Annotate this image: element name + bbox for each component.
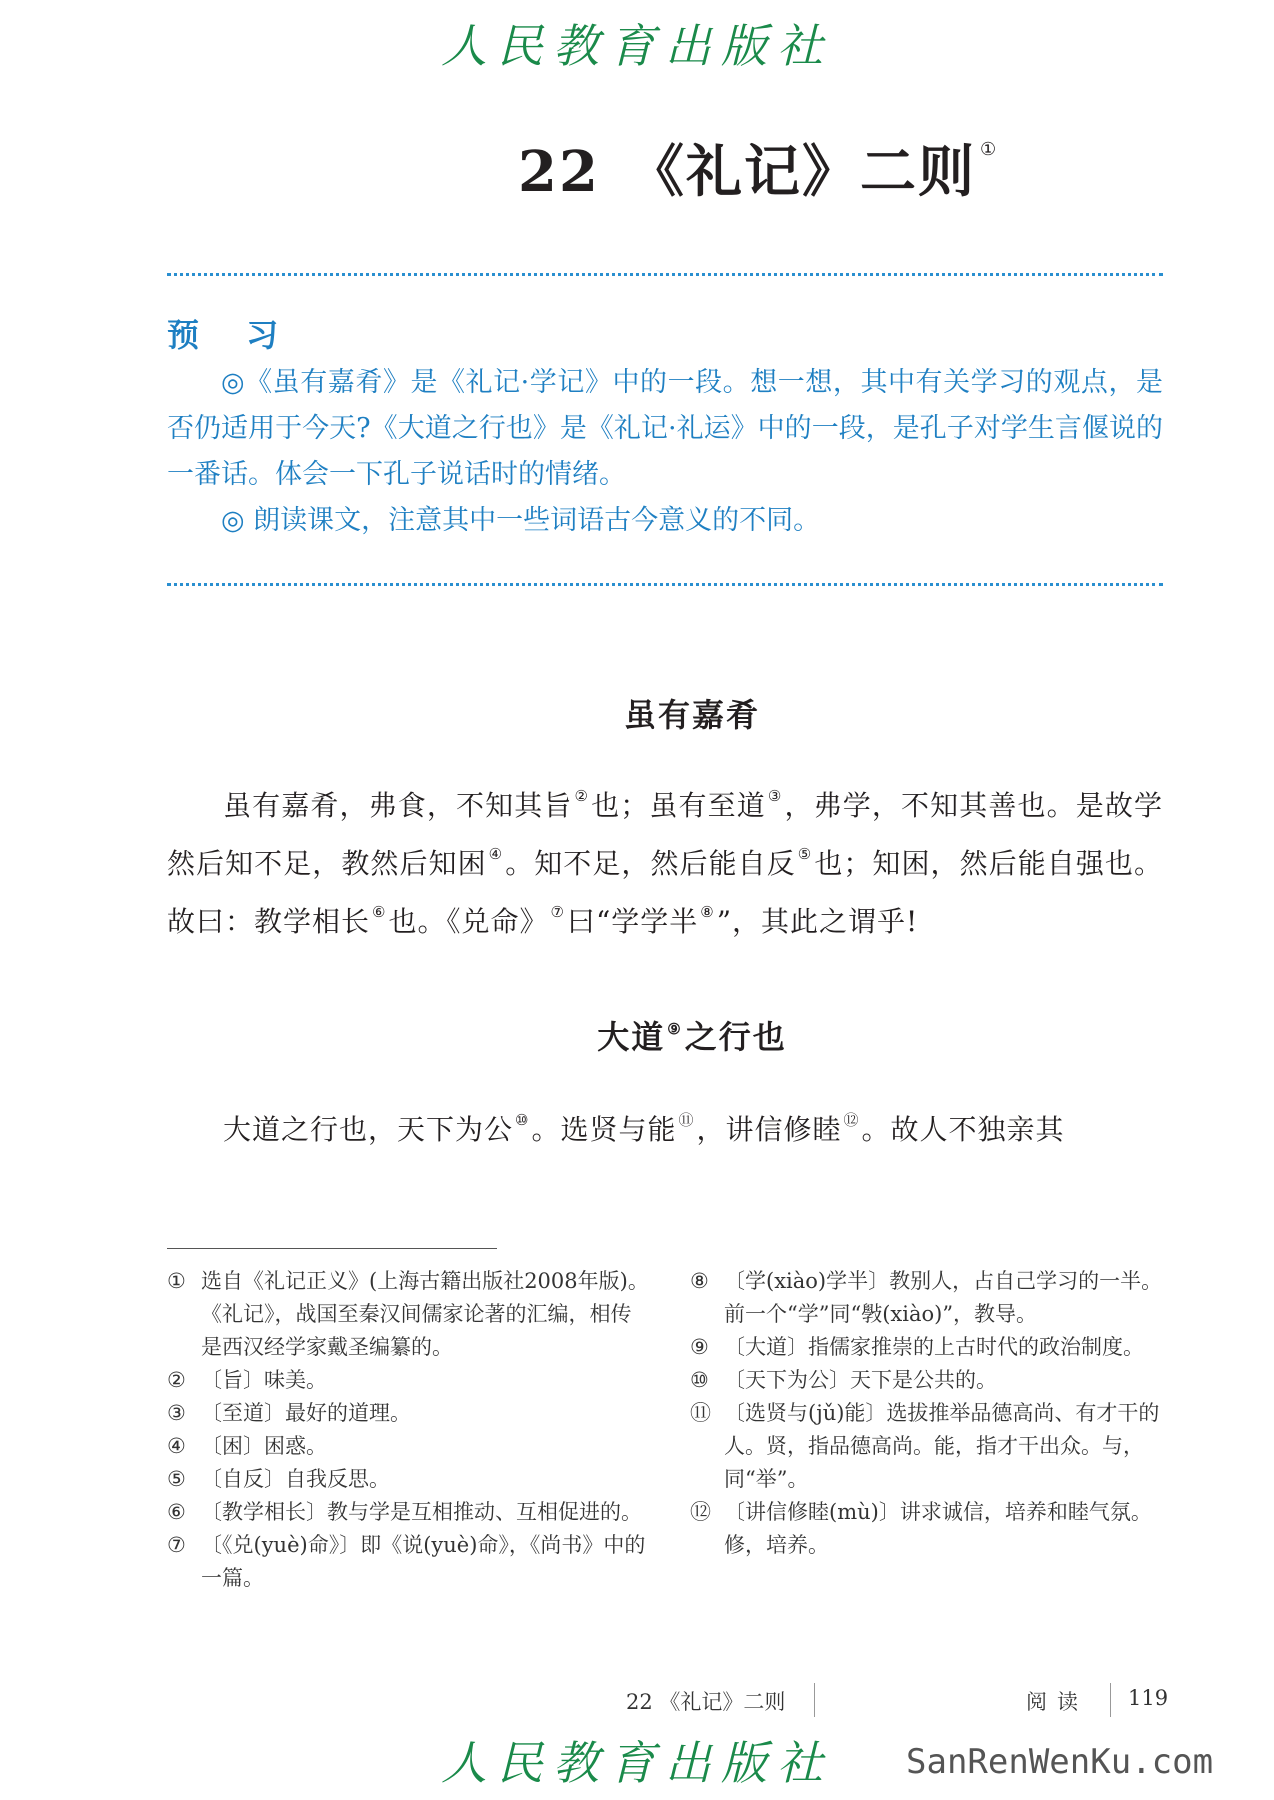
footnote-text: 〔自反〕自我反思。 [201, 1467, 390, 1491]
preview-text [167, 360, 1163, 544]
lesson-title [518, 128, 998, 208]
footer-section-label: 阅读 [1026, 1690, 1088, 1714]
footnote-text: 〔《兑(yuè)命》〕即《说(yuè)命》，《尚书》中的一篇。 [201, 1533, 646, 1590]
text-segment: 也；虽有至道 [591, 789, 766, 822]
section-1-body [167, 772, 1163, 946]
publisher-logo: 人民教育出版社 [441, 19, 833, 73]
section-2-title-main: 大道 [597, 1018, 666, 1056]
text-segment: 曰“学学半 [566, 905, 699, 938]
footnote [167, 1463, 649, 1496]
text-segment: 大道之行也，天下为公 [223, 1113, 514, 1146]
lesson-title-note-mark: ① [979, 139, 999, 160]
footnote-text: 〔大道〕指儒家推崇的上古时代的政治制度。 [724, 1335, 1144, 1359]
footnote-mark: ③ [167, 1401, 186, 1425]
section-title-1: 虽有嘉肴 [623, 696, 760, 734]
footnote [690, 1496, 1168, 1562]
footnote [690, 1331, 1168, 1364]
footnote [690, 1397, 1168, 1496]
note-ref: ⑪ [678, 1111, 695, 1129]
note-ref: ② [574, 787, 590, 805]
preview-paragraph-1: ◎《虽有嘉肴》是《礼记·学记》中的一段。想一想，其中有关学习的观点，是否仍适用于今天?《大道之行也》是《礼记·礼运》中的一段，是孔子对学生言偃说的一番话。体会一下孔子说话时的情绪。 [167, 367, 1163, 490]
text-segment: 也；知困，然后能自强也。故曰：教学相长 [167, 847, 1163, 938]
footnote-text: 选自《礼记正义》(上海古籍出版社2008年版)。《礼记》，战国至秦汉间儒家论著的汇编，相传是西汉经学家戴圣编纂的。 [201, 1269, 649, 1359]
footnotes-left [167, 1265, 649, 1595]
footnote-text: 〔至道〕最好的道理。 [201, 1401, 411, 1425]
footnote [167, 1265, 649, 1364]
footnote-text: 〔讲信修睦(mù)〕讲求诚信，培养和睦气氛。修，培养。 [724, 1500, 1152, 1557]
note-ref: ③ [767, 787, 783, 805]
note-ref: ⑦ [550, 903, 565, 921]
lesson-number: 22 [518, 139, 600, 205]
footnote-mark: ⑥ [167, 1500, 186, 1524]
footnote-mark: ⑪ [690, 1401, 711, 1425]
publisher-logo-bottom: 人民教育出版社 [441, 1736, 833, 1790]
text-segment: 。知不足，然后能自反 [505, 847, 796, 880]
preview-heading: 预 习 [167, 316, 297, 354]
note-ref: ⑩ [515, 1111, 530, 1129]
footnote [167, 1496, 649, 1529]
lesson-title-text: 《礼记》二则 [627, 139, 976, 205]
footnote-mark: ④ [167, 1434, 186, 1458]
preview-paragraph-2: ◎ 朗读课文，注意其中一些词语古今意义的不同。 [221, 505, 821, 536]
footnote-mark: ① [167, 1269, 186, 1293]
section-2-title-rest: 之行也 [684, 1018, 787, 1056]
note-ref: ④ [488, 845, 504, 863]
footnote-mark: ⑤ [167, 1467, 186, 1491]
footnote-mark: ⑧ [690, 1269, 709, 1293]
footnote [690, 1265, 1168, 1331]
preview-bottom-divider [167, 583, 1163, 586]
section-2-paragraph [167, 1096, 1163, 1154]
footnote-text: 〔旨〕味美。 [201, 1368, 327, 1392]
section-title-2 [0, 1012, 1274, 1058]
footnote-text: 〔天下为公〕天下是公共的。 [724, 1368, 997, 1392]
preview-top-divider [167, 273, 1163, 276]
footnote [167, 1529, 649, 1595]
footnote-mark: ⑫ [690, 1500, 711, 1524]
watermark: SanRenWenKu.com [906, 1742, 1214, 1782]
footnote [167, 1397, 649, 1430]
footer-divider [814, 1683, 815, 1717]
text-segment: 。故人不独亲其 [861, 1113, 1065, 1146]
footer-divider [1110, 1683, 1111, 1717]
section-2-body [167, 1096, 1163, 1154]
footnote-mark: ⑩ [690, 1368, 709, 1392]
page-number: 119 [1128, 1686, 1169, 1710]
section-1-paragraph [167, 772, 1163, 946]
footnote-text: 〔困〕困惑。 [201, 1434, 327, 1458]
note-ref: ⑥ [372, 903, 387, 921]
footnote [167, 1430, 649, 1463]
text-segment: ，讲信修睦 [696, 1113, 842, 1146]
footnote-text: 〔学(xiào)学半〕教别人，占自己学习的一半。前一个“学”同“斅(xiào)”，教导。 [724, 1269, 1163, 1326]
footnote-text: 〔选贤与(jǔ)能〕选拔推举品德高尚、有才干的人。贤，指品德高尚。能，指才干出众。与，同“举”。 [724, 1401, 1160, 1491]
footnote [690, 1364, 1168, 1397]
footer-lesson-label: 22 《礼记》二则 [626, 1690, 786, 1714]
note-ref: ⑫ [843, 1111, 860, 1129]
footnotes-right [690, 1265, 1168, 1562]
footnote-text: 〔教学相长〕教与学是互相推动、互相促进的。 [201, 1500, 642, 1524]
footnote-mark: ② [167, 1368, 186, 1392]
text-segment: 虽有嘉肴，弗食，不知其旨 [223, 789, 573, 822]
note-ref: ⑤ [797, 845, 813, 863]
text-segment: 。选贤与能 [531, 1113, 677, 1146]
text-segment: 也。《兑命》 [388, 905, 549, 938]
footnote-mark: ⑦ [167, 1533, 186, 1557]
note-ref: ⑨ [667, 1020, 683, 1038]
text-segment: ，弗学，不知其善也。是故学然后知不足，教然后知困 [167, 789, 1163, 880]
note-ref: ⑧ [700, 903, 715, 921]
text-segment: ”，其此之谓乎! [716, 905, 919, 938]
footnote-rule [167, 1248, 497, 1249]
footnote-mark: ⑨ [690, 1335, 709, 1359]
footnote [167, 1364, 649, 1397]
